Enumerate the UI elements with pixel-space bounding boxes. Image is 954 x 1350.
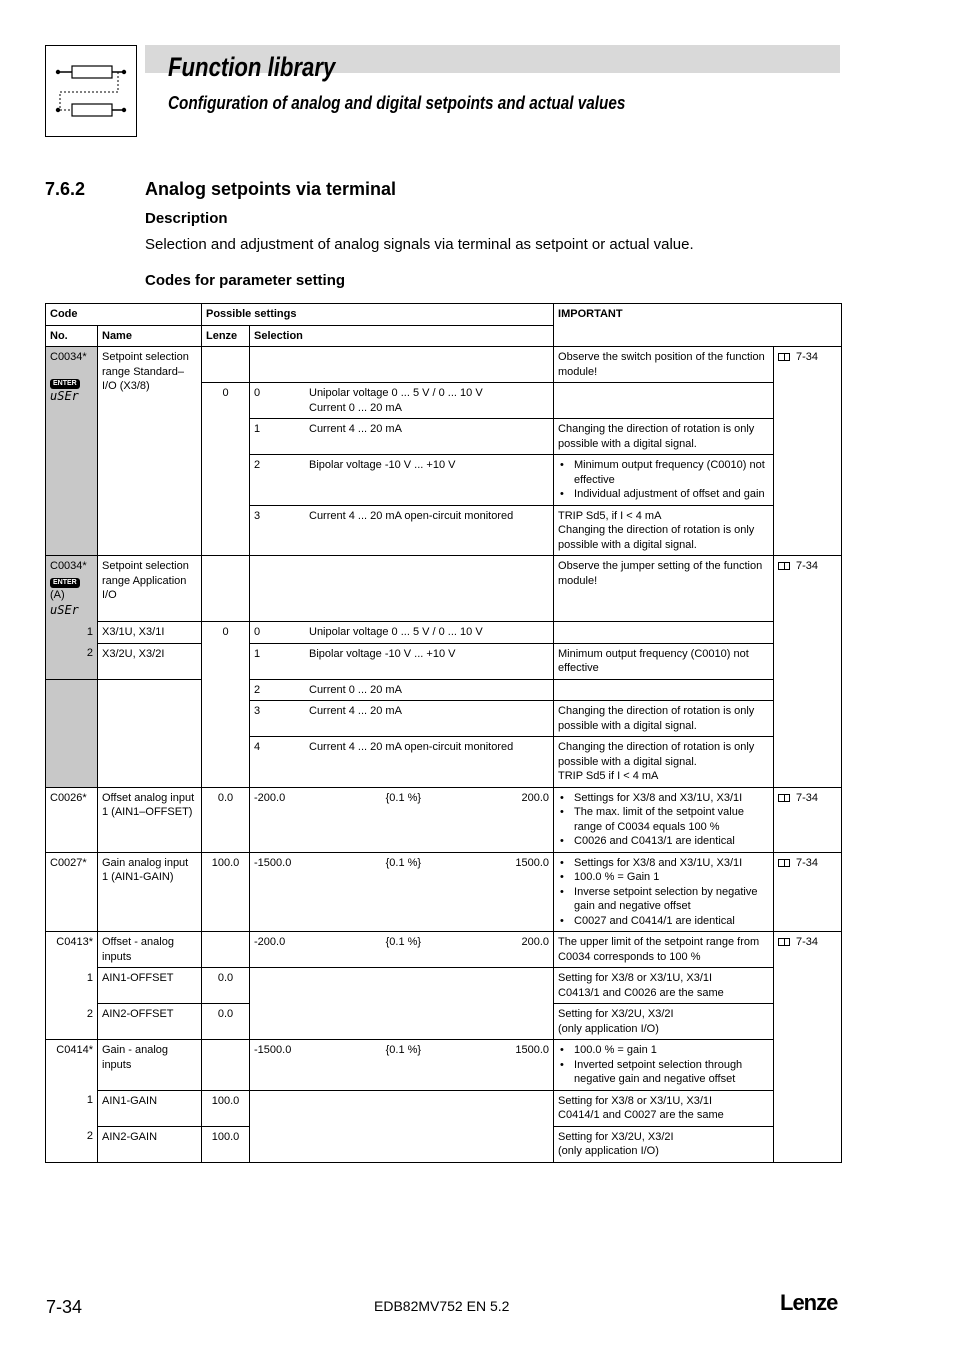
- code-number: C0413*: [46, 932, 98, 968]
- code-cell: [46, 556, 98, 622]
- selection-number: 0: [254, 626, 261, 638]
- table-row: [46, 852, 842, 932]
- important-cell: [554, 455, 774, 506]
- table-row: [46, 932, 842, 968]
- name-cell: Setpoint selection range Application I/O: [98, 556, 202, 622]
- code-number: C0414*: [46, 1040, 98, 1091]
- important-cell: [554, 383, 774, 419]
- selection-text: Unipolar voltage 0 ... 5 V / 0 ... 10 V: [309, 626, 483, 638]
- selection-cell: [250, 852, 554, 932]
- note-text: (only application I/O): [558, 1022, 659, 1035]
- selection-number: 3: [254, 705, 261, 717]
- name-cell: Offset analog input 1 (AIN1–OFFSET): [98, 787, 202, 852]
- note-text: (only application I/O): [558, 1145, 659, 1157]
- note-text: Setting for X3/2U, X3/2I: [558, 1130, 674, 1143]
- table-row: [46, 1090, 842, 1126]
- note-text: Setting for X3/8 or X3/1U, X3/1I: [558, 1094, 713, 1107]
- page-reference: 7-34: [796, 351, 819, 363]
- enter-badge: ENTER: [50, 578, 80, 588]
- selection-number: 0: [254, 387, 261, 399]
- name-cell: Gain analog input 1 (AIN1-GAIN): [98, 852, 202, 932]
- lenze-default: 0: [202, 383, 250, 556]
- lenze-default: 0.0: [202, 968, 250, 1004]
- selection-cell: [250, 383, 554, 419]
- user-menu-label: uSEr: [50, 389, 79, 403]
- range-step: {0.1 %}: [385, 936, 422, 948]
- sub-code-name: AIN1-OFFSET: [98, 968, 202, 1004]
- code-number: C0026*: [46, 787, 98, 852]
- selection-number: 1: [254, 647, 261, 660]
- selection-cell: [250, 455, 554, 506]
- note-bullet: • C0026 and C0413/1 are identical: [558, 834, 769, 849]
- range-min: -1500.0: [254, 856, 292, 869]
- table-row: [46, 347, 842, 383]
- reference-cell: [774, 556, 842, 788]
- book-icon: [778, 794, 790, 802]
- description-text: Selection and adjustment of analog signals via terminal as setpoint or actual value.: [145, 236, 694, 253]
- selection-cell: [250, 643, 554, 679]
- table-row: [46, 622, 842, 644]
- lenze-default: 100.0: [202, 1090, 250, 1126]
- note-text: Changing the direction of rotation is only possible with a digital signal.: [558, 524, 755, 551]
- header-selection: Selection: [250, 325, 554, 347]
- footer-page-number: 7-34: [46, 1297, 83, 1317]
- selection-text: Bipolar voltage -10 V ... +10 V: [309, 459, 456, 471]
- selection-cell: [250, 556, 554, 622]
- code-suffix: (A): [50, 589, 65, 601]
- important-cell: [554, 679, 774, 701]
- table-row: [46, 1040, 842, 1091]
- lenze-cell: [202, 347, 250, 383]
- important-cell: [554, 787, 774, 852]
- selection-text: Current 4 ... 20 mA open-circuit monitored: [309, 741, 514, 753]
- selection-cell: [250, 505, 554, 556]
- chapter-icon: [45, 45, 137, 137]
- description-heading: Description: [145, 210, 228, 227]
- enter-badge: ENTER: [50, 379, 80, 389]
- function-block-icon: [46, 46, 136, 136]
- sub-code-number: 2: [46, 643, 98, 679]
- code-cell: [46, 679, 98, 787]
- note-bullet: • Minimum output frequency (C0010) not effective: [558, 458, 769, 487]
- note-bullet: • Settings for X3/8 and X3/1U, X3/1I: [558, 791, 769, 806]
- selection-text: Current 4 ... 20 mA open-circuit monitored: [309, 509, 514, 522]
- selection-text: Unipolar voltage 0 ... 5 V / 0 ... 10 V: [309, 387, 483, 399]
- note-text: TRIP Sd5 if I < 4 mA: [558, 770, 659, 782]
- note-text: C0413/1 and C0026 are the same: [558, 986, 724, 999]
- note-text: Changing the direction of rotation is only possible with a digital signal.: [558, 741, 755, 768]
- selection-cell: [250, 932, 554, 968]
- selection-cell: [250, 701, 554, 737]
- page-subtitle: Configuration of analog and digital setpoints and actual values: [168, 93, 626, 113]
- note-text: Setting for X3/8 or X3/1U, X3/1I: [558, 972, 713, 984]
- range-max: 1500.0: [515, 856, 550, 869]
- range-step: {0.1 %}: [385, 791, 422, 804]
- table-header-row: [46, 304, 842, 326]
- lenze-default: 0.0: [202, 787, 250, 852]
- lenze-cell: [202, 556, 250, 622]
- book-icon: [778, 353, 790, 361]
- lenze-cell: [202, 1040, 250, 1091]
- header-possible: Possible settings: [202, 304, 554, 326]
- note-bullet: • C0027 and C0414/1 are identical: [558, 914, 769, 929]
- code-number: C0034*: [50, 351, 87, 363]
- lenze-default: 100.0: [202, 1126, 250, 1162]
- code-number: C0034*: [50, 560, 87, 572]
- sub-code-name: X3/1U, X3/1I: [98, 622, 202, 644]
- section-number: 7.6.2: [45, 179, 86, 199]
- important-cell: [554, 1090, 774, 1126]
- important-cell: [554, 852, 774, 932]
- brand-logo: Lenze: [780, 1290, 838, 1315]
- page-reference: 7-34: [796, 791, 819, 804]
- important-cell: [554, 1040, 774, 1091]
- selection-cell: [250, 968, 554, 1040]
- lenze-default: 100.0: [202, 852, 250, 932]
- note-bullet: • Inverse setpoint selection by negative gain and negative offset: [558, 885, 769, 914]
- sub-code-number: 1: [46, 968, 98, 1004]
- selection-cell: [250, 622, 554, 644]
- section-title: Analog setpoints via terminal: [145, 179, 397, 199]
- code-cell: [46, 347, 98, 556]
- note-bullet: • Inverted setpoint selection through negative gain and negative offset: [558, 1058, 769, 1087]
- reference-cell: [774, 932, 842, 1163]
- range-max: 200.0: [521, 936, 549, 948]
- lenze-default: 0.0: [202, 1004, 250, 1040]
- important-cell: Changing the direction of rotation is only possible with a digital signal.: [554, 701, 774, 737]
- user-menu-label: uSEr: [50, 602, 79, 617]
- note-text: Setting for X3/2U, X3/2I: [558, 1008, 674, 1020]
- code-number: C0027*: [46, 852, 98, 932]
- note-bullet: • Individual adjustment of offset and gain: [558, 487, 769, 502]
- range-min: -1500.0: [254, 1044, 292, 1056]
- selection-text: Current 0 ... 20 mA: [309, 683, 402, 696]
- note-bullet: • 100.0 % = gain 1: [558, 1043, 769, 1058]
- selection-cell: [250, 347, 554, 383]
- table-row: [46, 643, 842, 679]
- range-max: 200.0: [521, 791, 549, 804]
- note-bullet: • Settings for X3/8 and X3/1U, X3/1I: [558, 856, 769, 871]
- range-max: 1500.0: [515, 1044, 550, 1056]
- important-cell: [554, 505, 774, 556]
- range-step: {0.1 %}: [385, 1044, 422, 1056]
- table-row: [46, 968, 842, 1004]
- important-cell: The upper limit of the setpoint range from C0034 corresponds to 100 %: [554, 932, 774, 968]
- name-cell: [98, 679, 202, 787]
- range-min: -200.0: [254, 936, 286, 948]
- page-reference: 7-34: [796, 560, 819, 572]
- range-step: {0.1 %}: [385, 856, 422, 869]
- lenze-default: 0: [202, 622, 250, 788]
- important-cell: Observe the jumper setting of the function module!: [554, 556, 774, 622]
- selection-number: 2: [254, 459, 261, 471]
- important-cell: Changing the direction of rotation is only possible with a digital signal.: [554, 419, 774, 455]
- selection-text: Current 4 ... 20 mA: [309, 423, 402, 435]
- page-title: Function library: [168, 52, 336, 82]
- name-cell: Offset - analog inputs: [98, 932, 202, 968]
- note-text: TRIP Sd5, if I < 4 mA: [558, 509, 662, 522]
- range-min: -200.0: [254, 791, 286, 804]
- parameter-table: [45, 303, 842, 1163]
- sub-code-number: 2: [46, 1004, 98, 1040]
- sub-code-name: X3/2U, X3/2I: [98, 643, 202, 679]
- sub-code-number: 1: [46, 1090, 98, 1126]
- sub-code-number: 2: [46, 1126, 98, 1162]
- sub-code-name: AIN2-GAIN: [98, 1126, 202, 1162]
- selection-text: Current 0 ... 20 mA: [309, 401, 402, 414]
- header-name: Name: [98, 325, 202, 347]
- book-icon: [778, 938, 790, 946]
- important-cell: [554, 737, 774, 788]
- page-reference: 7-34: [796, 936, 819, 948]
- header-no: No.: [46, 325, 98, 347]
- table-row: [46, 556, 842, 622]
- header-lenze: Lenze: [202, 325, 250, 347]
- selection-text: Bipolar voltage -10 V ... +10 V: [309, 647, 456, 660]
- reference-cell: [774, 347, 842, 556]
- sub-code-name: AIN2-OFFSET: [98, 1004, 202, 1040]
- selection-cell: [250, 787, 554, 852]
- sub-code-number: 1: [46, 622, 98, 644]
- important-cell: [554, 1004, 774, 1040]
- selection-cell: [250, 419, 554, 455]
- selection-text: Current 4 ... 20 mA: [309, 705, 402, 717]
- lenze-cell: [202, 932, 250, 968]
- selection-cell: [250, 679, 554, 701]
- important-cell: Minimum output frequency (C0010) not effective: [554, 643, 774, 679]
- selection-cell: [250, 737, 554, 788]
- book-icon: [778, 562, 790, 570]
- header-important: IMPORTANT: [554, 304, 842, 347]
- selection-number: 3: [254, 509, 261, 522]
- table-row: [46, 787, 842, 852]
- book-icon: [778, 859, 790, 867]
- reference-cell: [774, 787, 842, 852]
- note-text: C0414/1 and C0027 are the same: [558, 1109, 724, 1121]
- note-bullet: • The max. limit of the setpoint value range of C0034 equals 100 %: [558, 805, 769, 834]
- header-code: Code: [46, 304, 202, 326]
- sub-code-name: AIN1-GAIN: [98, 1090, 202, 1126]
- selection-number: 1: [254, 423, 261, 435]
- codes-heading: Codes for parameter setting: [145, 272, 346, 289]
- footer-document-id: EDB82MV752 EN 5.2: [374, 1298, 510, 1314]
- reference-cell: [774, 852, 842, 932]
- page-reference: 7-34: [796, 856, 819, 869]
- name-cell: Gain - analog inputs: [98, 1040, 202, 1091]
- important-cell: [554, 968, 774, 1004]
- selection-cell: [250, 1040, 554, 1091]
- important-cell: [554, 622, 774, 644]
- table-row: [46, 679, 842, 701]
- note-bullet: • 100.0 % = Gain 1: [558, 870, 769, 885]
- important-cell: Observe the switch position of the function module!: [554, 347, 774, 383]
- selection-number: 2: [254, 683, 261, 696]
- name-cell: Setpoint selection range Standard–I/O (X3/8): [98, 347, 202, 556]
- selection-cell: [250, 1090, 554, 1162]
- important-cell: [554, 1126, 774, 1162]
- selection-number: 4: [254, 741, 261, 753]
